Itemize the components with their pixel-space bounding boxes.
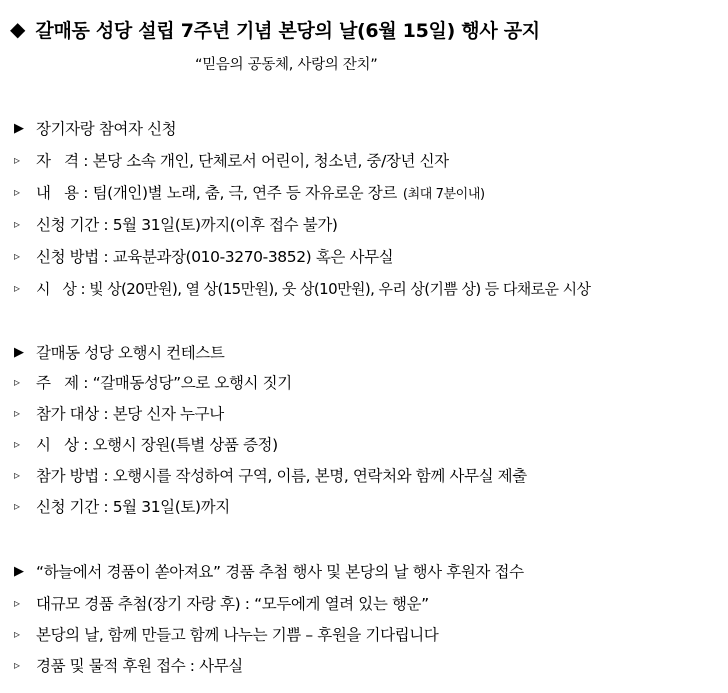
triangle-right-filled-icon: ▶ xyxy=(14,344,24,360)
section-heading-poem-contest xyxy=(14,338,224,366)
page-subtitle: “믿음의 공동체, 사랑의 잔치” xyxy=(195,57,378,73)
list-item xyxy=(14,210,338,238)
list-item-text: 자 격 : 본당 소속 개인, 단체로서 어린이, 청소년, 중/장년 신자 xyxy=(36,152,449,170)
triangle-right-outline-icon: ▹ xyxy=(14,406,20,420)
diamond-bullet-icon: ◆ xyxy=(10,17,26,41)
triangle-right-outline-icon: ▹ xyxy=(14,281,20,295)
triangle-right-outline-icon: ▹ xyxy=(14,596,20,610)
list-item-note: (최대 7분이내) xyxy=(402,186,485,202)
section-heading-label: 갈매동 성당 오행시 컨테스트 xyxy=(36,344,225,362)
list-item xyxy=(14,492,230,520)
triangle-right-outline-icon: ▹ xyxy=(14,153,20,167)
list-item xyxy=(14,242,393,270)
triangle-right-outline-icon: ▹ xyxy=(14,249,20,263)
list-item-text: 신청 기간 : 5월 31일(토)까지(이후 접수 불가) xyxy=(36,216,338,234)
list-item xyxy=(14,589,429,617)
list-item-text: 경품 및 물적 후원 접수 : 사무실 xyxy=(36,657,243,675)
triangle-right-outline-icon: ▹ xyxy=(14,499,20,513)
triangle-right-outline-icon: ▹ xyxy=(14,468,20,482)
page-title: 갈매동 성당 설립 7주년 기념 본당의 날(6월 15일) 행사 공지 xyxy=(35,19,540,42)
triangle-right-outline-icon: ▹ xyxy=(14,658,20,672)
triangle-right-outline-icon: ▹ xyxy=(14,627,20,641)
list-item xyxy=(14,620,438,648)
triangle-right-outline-icon: ▹ xyxy=(14,185,20,199)
list-item-text: 신청 기간 : 5월 31일(토)까지 xyxy=(36,498,230,516)
list-item xyxy=(14,651,243,679)
section-heading-label: 장기자랑 참여자 신청 xyxy=(36,120,177,138)
list-item xyxy=(14,430,278,458)
list-item-text: 참가 방법 : 오행시를 작성하여 구역, 이름, 본명, 연락처와 함께 사무실 제출 xyxy=(36,467,527,485)
triangle-right-outline-icon: ▹ xyxy=(14,217,20,231)
triangle-right-outline-icon: ▹ xyxy=(14,375,20,389)
list-item-text: 참가 대상 : 본당 신자 누구나 xyxy=(36,405,224,423)
list-item-text: 본당의 날, 함께 만들고 함께 나누는 기쁨 – 후원을 기다립니다 xyxy=(36,626,439,644)
section-heading-talent-show xyxy=(14,114,176,142)
list-item xyxy=(14,399,224,427)
list-item-text: 내 용 : 팀(개인)별 노래, 춤, 극, 연주 등 자유로운 장르 xyxy=(36,184,397,202)
list-item-text: 시 상 : 오행시 장원(특별 상품 증정) xyxy=(36,436,278,454)
section-heading-raffle xyxy=(14,557,524,585)
triangle-right-outline-icon: ▹ xyxy=(14,437,20,451)
section-heading-label: “하늘에서 경품이 쏟아져요” 경품 추첨 행사 및 본당의 날 행사 후원자 접수 xyxy=(36,563,524,581)
list-item xyxy=(14,461,527,489)
list-item xyxy=(14,178,485,206)
list-item-text: 대규모 경품 추첨(장기 자랑 후) : “모두에게 열려 있는 행운” xyxy=(36,595,429,613)
list-item xyxy=(14,274,590,302)
title-row xyxy=(10,14,540,44)
list-item-text: 신청 방법 : 교육분과장(010-3270-3852) 혹은 사무실 xyxy=(36,248,394,266)
triangle-right-filled-icon: ▶ xyxy=(14,563,24,579)
list-item-text: 시 상 : 빛 상(20만원), 열 상(15만원), 웃 상(10만원), 우리 상(기쁨 상) 등 다채로운 시상 xyxy=(36,279,591,298)
triangle-right-filled-icon: ▶ xyxy=(14,120,24,136)
list-item xyxy=(14,368,292,396)
list-item xyxy=(14,146,449,174)
list-item-text: 주 제 : “갈매동성당”으로 오행시 짓기 xyxy=(36,374,292,392)
